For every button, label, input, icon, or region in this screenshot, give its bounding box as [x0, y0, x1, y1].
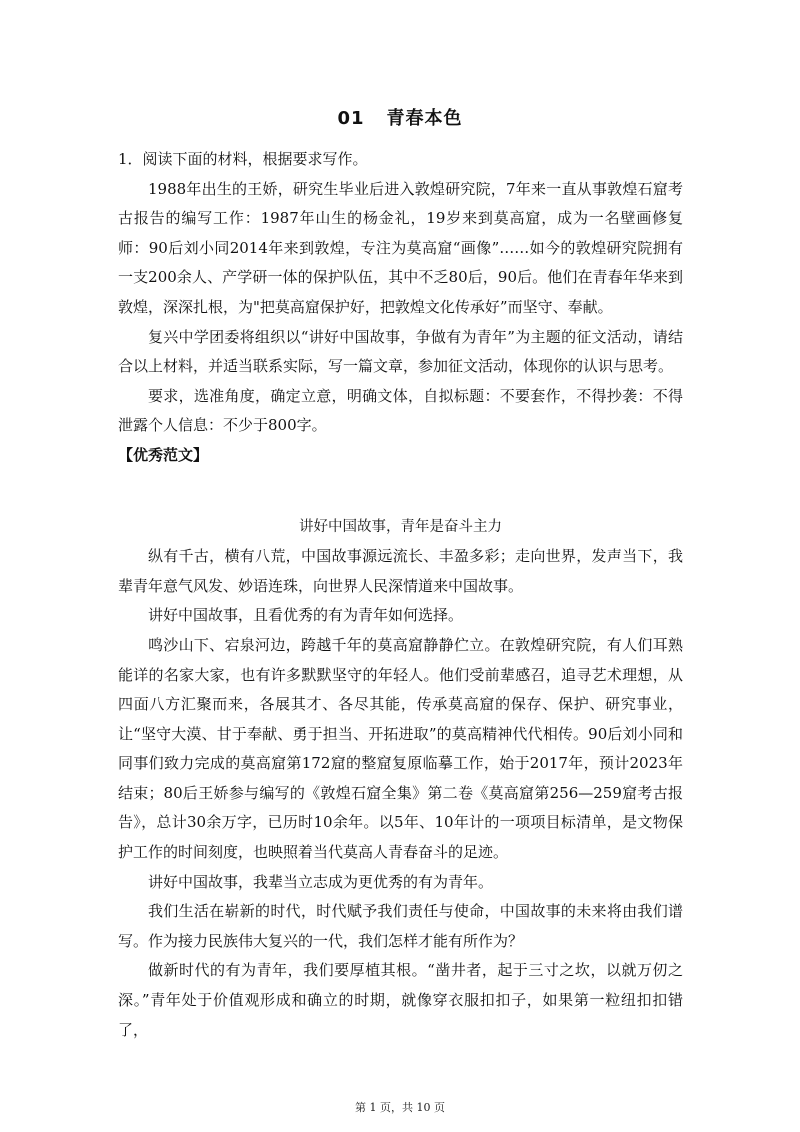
document-body: [118, 145, 683, 1045]
essay-paragraph: 做新时代的有为青年，我们要厚植其根。“凿井者，起于三寸之坎，以就万仞之深。”青年处于价值观形成和确立的时期，就像穿衣服扣扣子，如果第一粒纽扣扣错了，: [118, 961, 683, 1039]
page-footer: 第 1 页，共 10 页: [355, 1101, 445, 1114]
prompt-paragraph: 1988年出生的王娇，研究生毕业后进入敦煌研究院，7年来一直从事敦煌石窟考古报告的编写工作：1987年山生的杨金礼，19岁来到莫高窟，成为一名壁画修复师：90后刘小同2014年来到敦煌，专注为莫高窟“画像”……如今的敦煌研究院拥有一支200余人、产学研一体的保护队伍，其中不乏80后，90后。他们在青春年华来到敦煌，深深扎根，为"把莫高窟保护好，把敦煌文化传承好”而坚守、奉献。: [118, 179, 683, 316]
essay-title: 讲好中国故事，青年是奋斗主力: [299, 518, 502, 535]
essay-paragraph: 纵有千古，横有八荒，中国故事源远流长、丰盈多彩；走向世界，发声当下，我辈青年意气风发、妙语连珠，向世界人民深情道来中国故事。: [118, 547, 683, 595]
page-title: [0, 104, 800, 130]
prompt-requirements: 要求，选准角度，确定立意，明确文体，自拟标题：不要套作，不得抄袭：不得泄露个人信息：不少于800字。: [118, 386, 683, 435]
essay-paragraph: 我们生活在崭新的时代，时代赋予我们责任与使命，中国故事的未来将由我们谱写。作为接力民族伟大复兴的一代，我们怎样才能有所作为？: [118, 902, 683, 950]
prompt-paragraph: 复兴中学团委将组织以“讲好中国故事，争做有为青年”为主题的征文活动，请结合以上材料，并适当联系实际，写一篇文章，参加征文活动，体现你的认识与思考。: [118, 327, 683, 376]
prompt-question: 1．阅读下面的材料，根据要求写作。: [118, 150, 368, 168]
section-heading: 【优秀范文】: [118, 445, 209, 464]
essay-paragraph: 讲好中国故事，我辈当立志成为更优秀的有为青年。: [148, 872, 494, 891]
title-text: 青春本色: [386, 108, 463, 129]
essay-paragraph: 鸣沙山下、宕泉河边，跨越千年的莫高窟静静伫立。在敦煌研究院，有人们耳熟能详的名家大家，也有许多默默坚守的年轻人。他们受前辈感召，追寻艺术理想，从四面八方汇聚而来，各展其才、各尽其能，传承莫高窟的保存、保护、研究事业，让“坚守大漠、甘于奉献、勇于担当、开拓进取”的莫高精神代代相传。90后刘小同和同事们致力完成的莫高窟第172窟的整窟复原临摹工作，始于2017年，预计2023年结束；80后王娇参与编写的《敦煌石窟全集》第二卷《莫高窟第256—259窟考古报告》，总计30余万字，已历时10余年。以5年、10年计的一项项目标清单，是文物保护工作的时间刻度，也映照着当代莫高人青春奋斗的足迹。: [118, 635, 683, 862]
essay-paragraph: 讲好中国故事，且看优秀的有为青年如何选择。: [148, 606, 464, 625]
title-number: 01: [337, 108, 365, 129]
